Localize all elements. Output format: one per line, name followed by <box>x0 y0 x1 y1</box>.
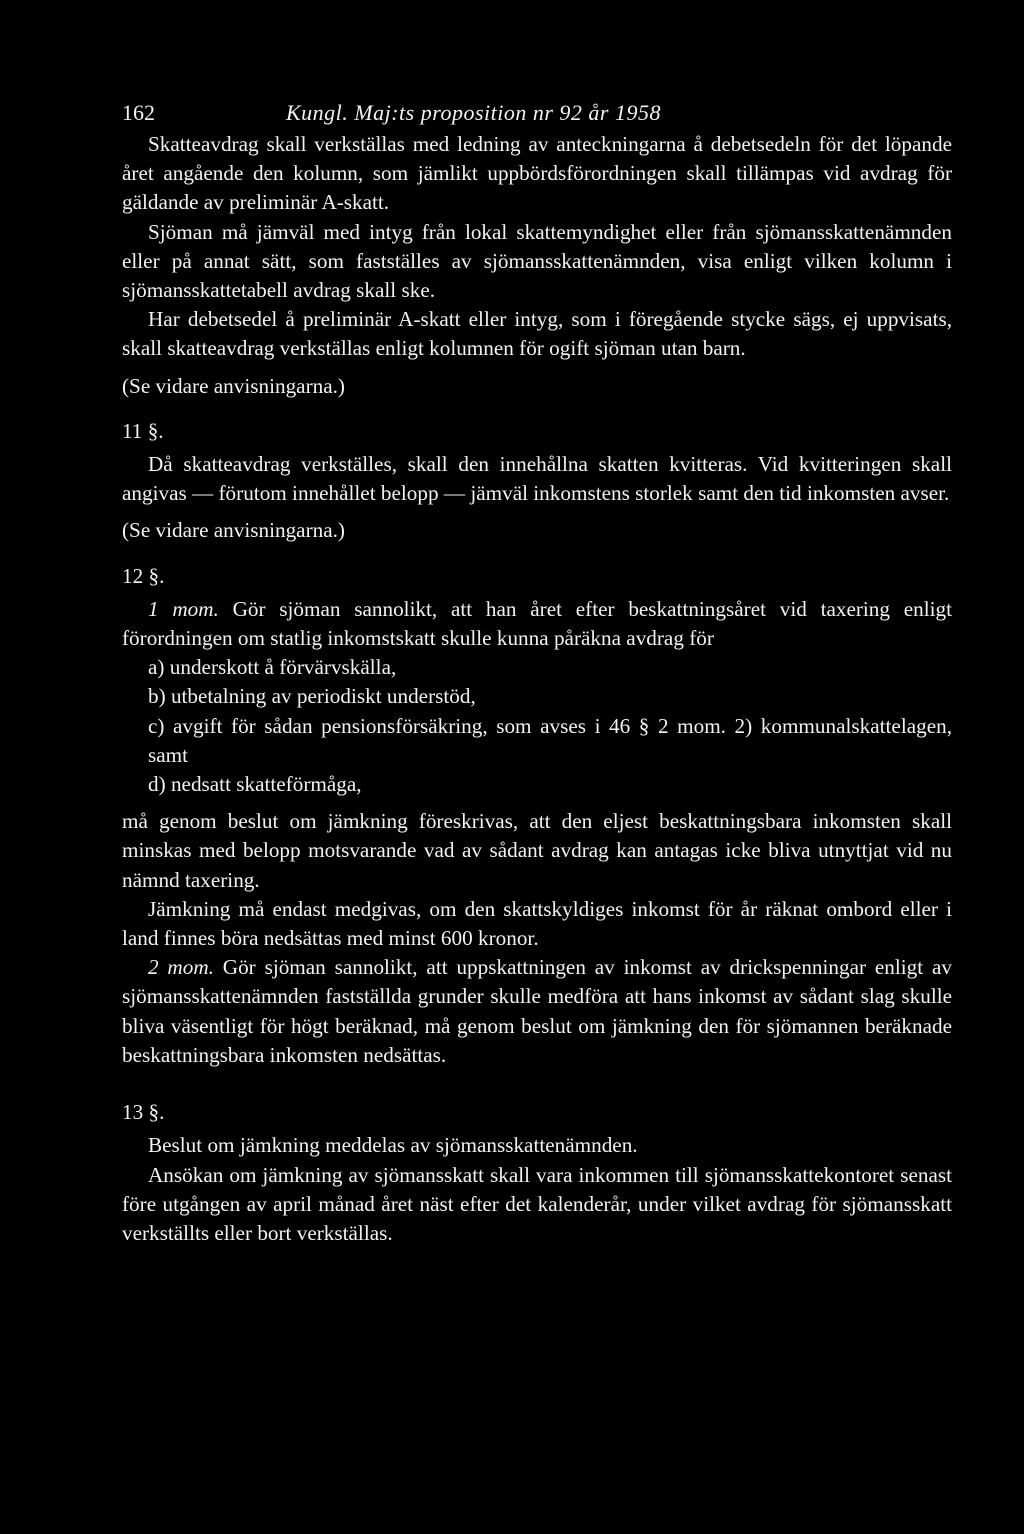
paragraph: Då skatteavdrag verkställes, skall den innehållna skatten kvitteras. Vid kvitteringen skall angivas — förutom innehållet belopp — jämväl inkomstens storlek samt den tid inkomsten avser. <box>122 452 952 506</box>
moment-label: 1 mom. <box>148 596 219 621</box>
paragraph-mom-2 <box>122 953 952 1070</box>
paragraph: Skatteavdrag skall verkställas med ledning av anteckningarna å debetsedeln för det löpande året angående den kolumn, som jämlikt uppbördsförordningen skall tillämpas vid avdrag för gäldande av preliminär A-skatt. <box>122 132 952 215</box>
section-heading-12: 12 §. <box>122 563 165 588</box>
paragraph: Beslut om jämkning meddelas av sjömansskattenämnden. <box>148 1133 638 1158</box>
paragraph: må genom beslut om jämkning föreskrivas, att den eljest beskattningsbara inkomsten skall minskas med belopp motsvarande vad av sådant avdrag kan antagas icke bliva utnyttjat vid nu nämnd taxering. <box>122 809 952 892</box>
page-content <box>122 90 952 1248</box>
moment-text: Gör sjöman sannolikt, att han året efter beskattningsåret vid taxering enligt förordningen om statlig inkomstskatt skulle kunna påräkna avdrag för <box>122 596 952 651</box>
paragraph: Har debetsedel å preliminär A-skatt eller intyg, som i föregående stycke sägs, ej uppvisats, skall skatteavdrag verkställas enligt kolumnen för ogift sjöman utan barn. <box>122 307 952 361</box>
reference-note: (Se vidare anvisningarna.) <box>122 373 345 398</box>
running-title: Kungl. Maj:ts proposition nr 92 år 1958 <box>286 100 661 125</box>
list-item: d) nedsatt skatteförmåga, <box>148 772 362 797</box>
list-item: c) avgift för sådan pensionsförsäkring, som avses i 46 § 2 mom. 2) kommunalskattelagen, samt <box>148 713 952 767</box>
paragraph: Ansökan om jämkning av sjömansskatt skall vara inkommen till sjömansskattekontoret senast före utgången av april månad året näst efter det kalenderår, under vilket avdrag för sjömansskatt verkställts eller bort verkställas. <box>122 1162 952 1245</box>
page-number: 162 <box>122 100 155 125</box>
page-header <box>122 90 952 130</box>
paragraph: Jämkning må endast medgivas, om den skattskyldiges inkomst för år räknat ombord eller i land finnes böra nedsättas med minst 600 kronor. <box>122 896 952 951</box>
reference-note: (Se vidare anvisningarna.) <box>122 518 345 543</box>
paragraph: Sjöman må jämväl med intyg från lokal skattemyndighet eller från sjömansskattenämnden eller på annat sätt, som fastställes av sjömansskattenämnden, visa enligt vilken kolumn i sjömansskattetabell avdrag skall ske. <box>122 219 952 303</box>
section-heading-11: 11 §. <box>122 418 164 443</box>
body-text <box>122 130 952 1248</box>
list-item: a) underskott å förvärvskälla, <box>148 655 397 680</box>
moment-label: 2 mom. <box>148 955 214 980</box>
paragraph-mom-1 <box>122 595 952 653</box>
moment-text: Gör sjöman sannolikt, att uppskattningen av inkomst av drickspenningar enligt av sjömansskattenämnden fastställda grunder skulle medföra att hans inkomst av sådant slag skulle bliva väsentligt för högt beräknad, må genom beslut om jämkning den för sjömannen beräknade beskattningsbara inkomsten nedsättas. <box>122 955 952 1067</box>
section-heading-13: 13 §. <box>122 1100 165 1125</box>
list-item: b) utbetalning av periodiskt understöd, <box>148 684 476 709</box>
